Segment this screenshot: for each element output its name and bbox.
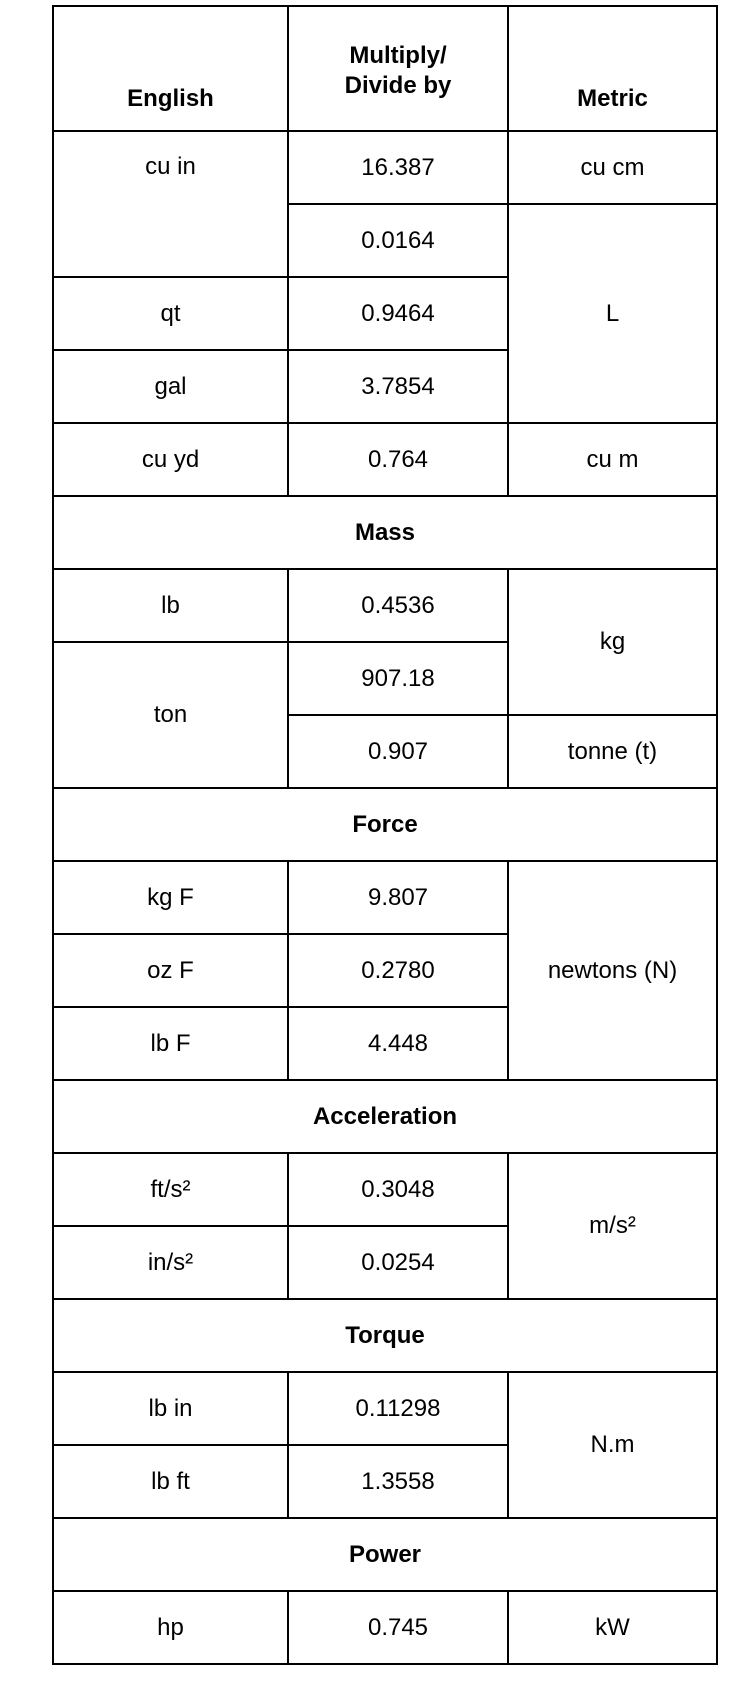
metric-cell: tonne (t) [508, 715, 717, 788]
english-cell: hp [53, 1591, 288, 1664]
conversion-table-container [52, 5, 718, 1665]
table-row [53, 1591, 717, 1664]
metric-cell: N.m [508, 1372, 717, 1518]
english-cell: lb in [53, 1372, 288, 1445]
factor-cell: 0.3048 [288, 1153, 508, 1226]
metric-cell: kW [508, 1591, 717, 1664]
factor-cell: 0.2780 [288, 934, 508, 1007]
table-row [53, 1153, 717, 1226]
metric-cell: m/s² [508, 1153, 717, 1299]
factor-cell: 0.0164 [288, 204, 508, 277]
section-title-mass: Mass [53, 496, 717, 569]
header-multiply-line1: Multiply/ [349, 41, 447, 69]
section-title-force: Force [53, 788, 717, 861]
section-row-force [53, 788, 717, 861]
english-cell: ft/s² [53, 1153, 288, 1226]
english-cell: cu yd [53, 423, 288, 496]
english-cell: lb F [53, 1007, 288, 1080]
factor-cell: 0.9464 [288, 277, 508, 350]
factor-cell: 4.448 [288, 1007, 508, 1080]
table-row [53, 131, 717, 204]
english-cell: lb ft [53, 1445, 288, 1518]
factor-cell: 907.18 [288, 642, 508, 715]
english-cell: gal [53, 350, 288, 423]
table-row [53, 423, 717, 496]
factor-cell: 0.11298 [288, 1372, 508, 1445]
section-row-power [53, 1518, 717, 1591]
factor-cell: 0.4536 [288, 569, 508, 642]
header-multiply-line2: Divide by [344, 71, 452, 99]
english-cell: lb [53, 569, 288, 642]
english-cell: kg F [53, 861, 288, 934]
table-row [53, 861, 717, 934]
metric-cell: cu m [508, 423, 717, 496]
factor-cell: 16.387 [288, 131, 508, 204]
section-title-acceleration: Acceleration [53, 1080, 717, 1153]
section-row-acceleration [53, 1080, 717, 1153]
metric-cell: newtons (N) [508, 861, 717, 1080]
english-cell: oz F [53, 934, 288, 1007]
english-cell: in/s² [53, 1226, 288, 1299]
factor-cell: 9.807 [288, 861, 508, 934]
header-metric: Metric [508, 6, 717, 131]
header-english: English [53, 6, 288, 131]
header-multiply [288, 6, 508, 131]
factor-cell: 3.7854 [288, 350, 508, 423]
factor-cell: 0.764 [288, 423, 508, 496]
english-cell: ton [53, 642, 288, 788]
factor-cell: 0.745 [288, 1591, 508, 1664]
section-row-torque [53, 1299, 717, 1372]
table-row [53, 1372, 717, 1445]
factor-cell: 1.3558 [288, 1445, 508, 1518]
metric-cell: cu cm [508, 131, 717, 204]
header-row [53, 6, 717, 131]
table-row [53, 569, 717, 642]
metric-cell: L [508, 204, 717, 423]
factor-cell: 0.0254 [288, 1226, 508, 1299]
english-cell: cu in [53, 131, 288, 277]
section-title-power: Power [53, 1518, 717, 1591]
section-title-torque: Torque [53, 1299, 717, 1372]
factor-cell: 0.907 [288, 715, 508, 788]
english-cell: qt [53, 277, 288, 350]
conversion-table [52, 5, 718, 1665]
metric-cell: kg [508, 569, 717, 715]
section-row-mass [53, 496, 717, 569]
